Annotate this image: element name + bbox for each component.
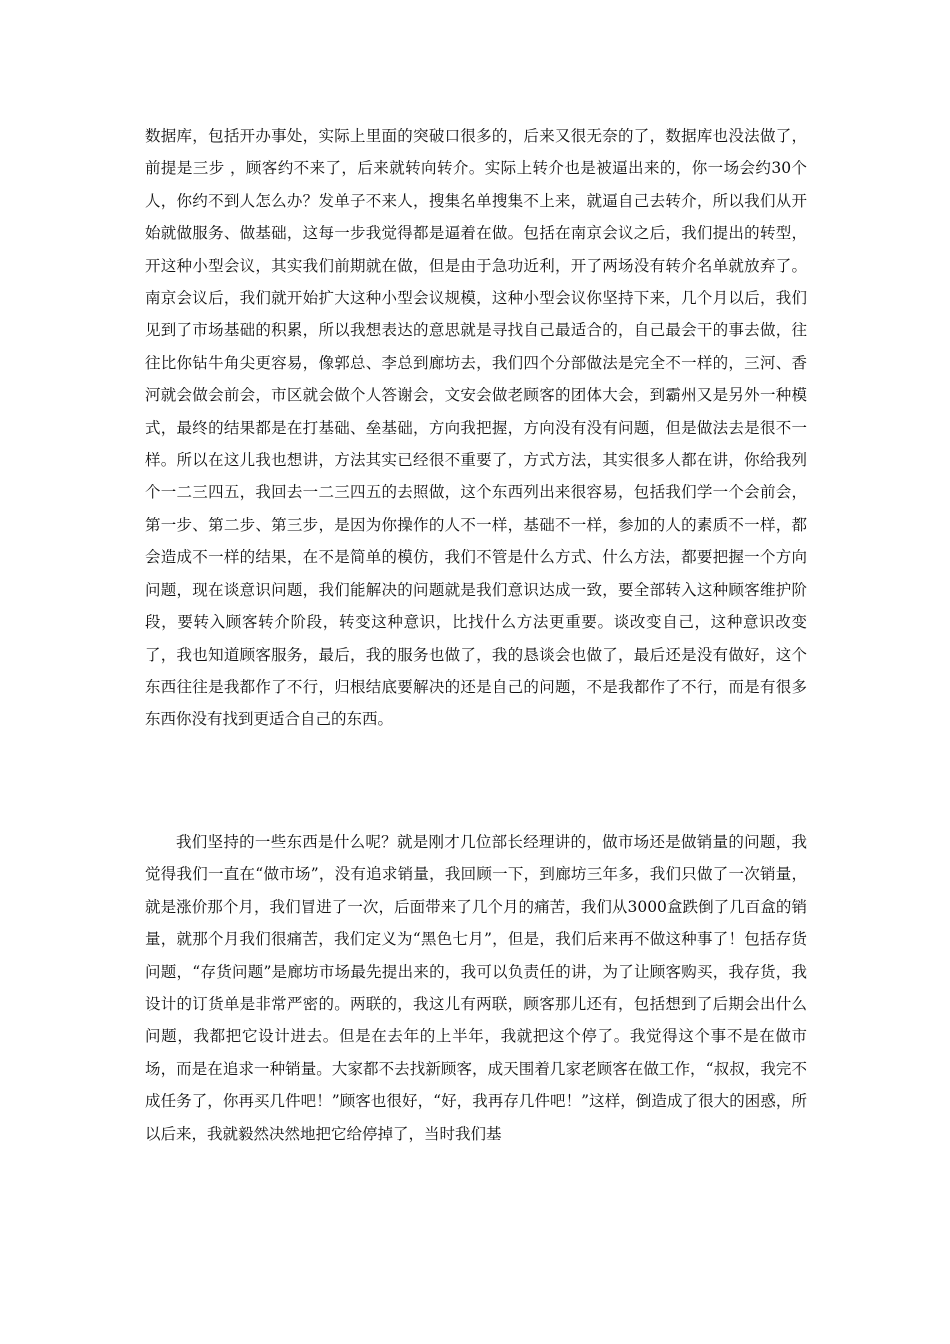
body-paragraph: 我们坚持的一些东西是什么呢？就是刚才几位部长经理讲的，做市场还是做销量的问题，我觉得我们一直在“做市场”，没有追求销量，我回顾一下，到廊坊三年多，我们只做了一次销量，就是涨价那个月，我们冒进了一次，后面带来了几个月的痛苦，我们从3000盒跌倒了几百盒的销量，就那个月我们很痛苦，我们定义为“黑色七月”，但是，我们后来再不做这种事了！包括存货问题，“存货问题”是廊坊市场最先提出来的，我可以负责任的讲，为了让顾客购买，我存货，我设计的订货单是非常严密的。两联的，我这儿有两联，顾客那儿还有，包括想到了后期会出什么问题，我都把它设计进去。但是在去年的上半年，我就把这个停了。我觉得这个事不是在做市场，而是在追求一种销量。大家都不去找新顾客，成天围着几家老顾客在做工作，“叔叔，我完不成任务了，你再买几件吧！”顾客也很好，“好，我再存几件吧！”这样，倒造成了很大的困惑，所以后来，我就毅然决然地把它给停掉了，当时我们基 — [145, 833, 807, 1143]
body-paragraph: 数据库，包括开办事处，实际上里面的突破口很多的，后来又很无奈的了，数据库也没法做了，前提是三步 ，顾客约不来了，后来就转向转介。实际上转介也是被逼出来的，你一场会约30个人，你约不到人怎么办？发单子不来人，搜集名单搜集不上来，就逼自己去转介，所以我们从开始就做服务、做基础，这每一步我觉得都是逼着在做。包括在南京会议之后，我们提出的转型，开这种小型会议，其实我们前期就在做，但是由于急功近利，开了两场没有转介名单就放弃了。南京会议后，我们就开始扩大这种小型会议规模，这种小型会议你坚持下来，几个月以后，我们见到了市场基础的积累，所以我想表达的意思就是寻找自己最适合的，自己最会干的事去做，往往比你钻牛角尖更容易，像郭总、李总到廊坊去，我们四个分部做法是完全不一样的，三河、香河就会做会前会，市区就会做个人答谢会，文安会做老顾客的团体大会，到霸州又是另外一种模式，最终的结果都是在打基础、垒基础，方向我把握，方向没有没有问题，但是做法去是很不一样。所以在这儿我也想讲，方法其实已经很不重要了，方式方法，其实很多人都在讲，你给我列个一二三四五，我回去一二三四五的去照做，这个东西列出来很容易，包括我们学一个会前会，第一步、第二步、第三步，是因为你操作的人不一样，基础不一样，参加的人的素质不一样，都会造成不一样的结果，在不是简单的模仿，我们不管是什么方式、什么方法，都要把握一个方向问题，现在谈意识问题，我们能解决的问题就是我们意识达成一致，要全部转入这种顾客维护阶段，要转入顾客转介阶段，转变这种意识，比找什么方法更重要。谈改变自己，这种意识改变了，我也知道顾客服务，最后，我的服务也做了，我的恳谈会也做了，最后还是没有做好，这个东西往往是我都作了不行，归根结底要解决的还是自己的问题，不是我都作了不行，而是有很多东西你没有找到更适合自己的东西。 — [145, 127, 807, 729]
